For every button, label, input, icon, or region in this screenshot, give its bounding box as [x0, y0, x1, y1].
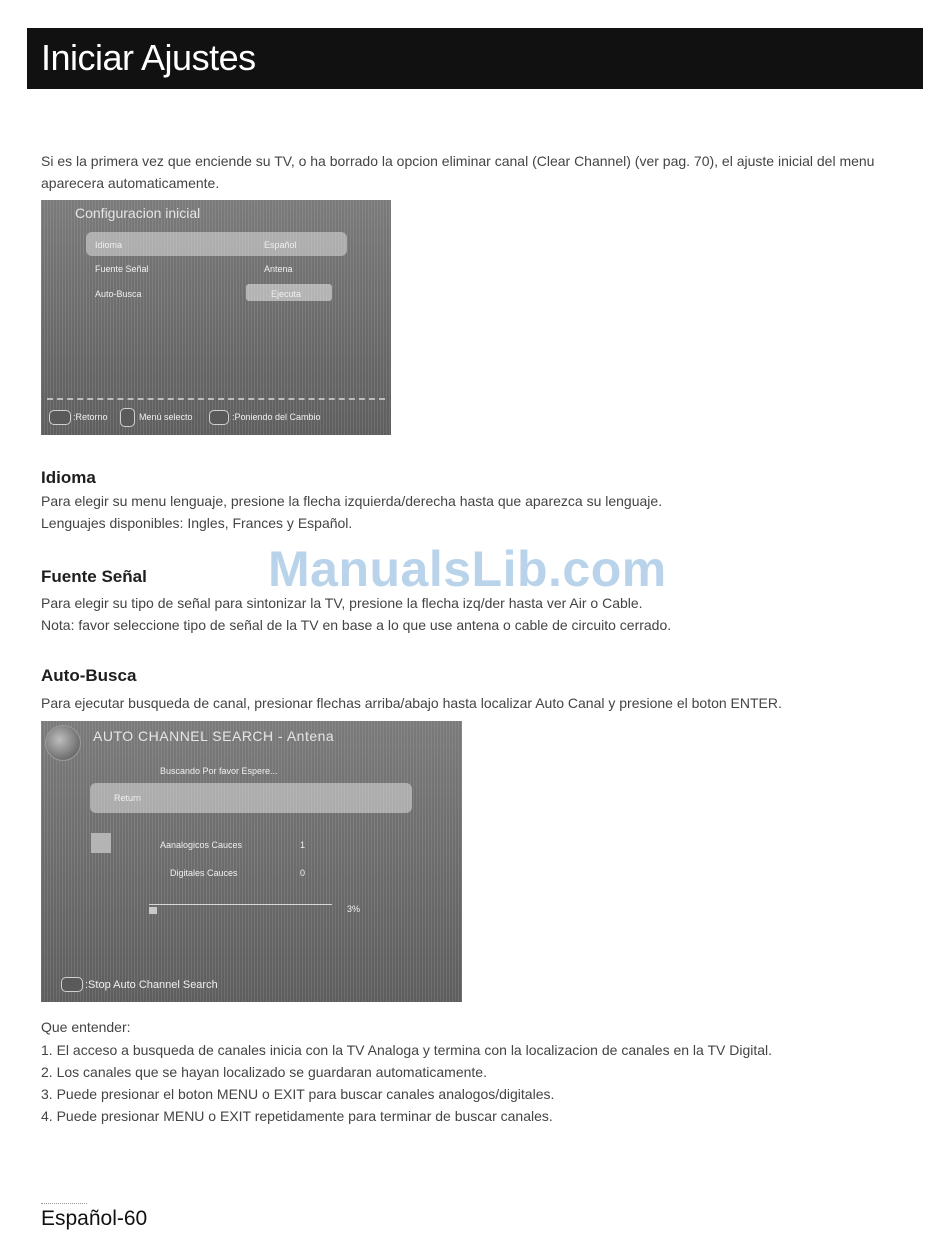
que-entender-heading: Que entender: — [41, 1019, 131, 1035]
section-auto-line-1: Para ejecutar busqueda de canal, presionar flechas arriba/abajo hasta localizar Auto Canal y presione el boton ENTER. — [41, 695, 782, 711]
setup-screen-title: Configuracion inicial — [75, 205, 201, 221]
section-fuente-title: Fuente Señal — [41, 567, 147, 586]
section-fuente-line-2: Nota: favor seleccione tipo de señal de la TV en base a lo que use antena o cable de circuito cerrado. — [41, 617, 672, 633]
stop-search-label: :Stop Auto Channel Search — [85, 979, 218, 991]
setup-row-fuente-label: Fuente Señal — [95, 264, 149, 274]
list-item: 3. Puede presionar el boton MENU o EXIT para buscar canales analogos/digitales. — [41, 1086, 555, 1102]
search-status-text: Buscando Por favor Espere... — [160, 766, 278, 776]
list-item: 2. Los canales que se hayan localizado se guardaran automaticamente. — [41, 1064, 487, 1080]
digital-channels-label: Digitales Cauces — [170, 868, 238, 878]
tv-square-icon — [91, 833, 111, 853]
watermark: ManualsLib.com — [268, 541, 667, 597]
auto-channel-search-screenshot — [41, 721, 462, 1002]
section-auto-title: Auto-Busca — [41, 666, 137, 685]
setup-return-label: :Retorno — [73, 412, 108, 422]
digital-channels-count: 0 — [300, 868, 306, 878]
section-idioma-line-1: Para elegir su menu lenguaje, presione la flecha izquierda/derecha hasta que aparezca su lenguaje. — [41, 493, 663, 509]
setup-row-idioma-label: Idioma — [95, 240, 123, 250]
initial-setup-screenshot — [41, 200, 391, 435]
progress-fill — [149, 907, 157, 914]
globe-icon — [45, 725, 81, 761]
return-label: Return — [114, 793, 142, 803]
setup-row-fuente-value: Antena — [264, 264, 293, 274]
progress-track — [149, 904, 332, 905]
list-item: 1. El acceso a busqueda de canales inicia con la TV Analoga y termina con la localizacion de canales en la TV Digital. — [41, 1042, 773, 1058]
leftright-key-icon — [209, 410, 229, 425]
page-number: Español-60 — [41, 1207, 148, 1230]
page-title: Iniciar Ajustes — [41, 37, 256, 78]
setup-change-label: :Poniendo del Cambio — [232, 412, 321, 422]
analog-channels-count: 1 — [300, 840, 306, 850]
analog-channels-label: Aanalogicos Cauces — [160, 840, 243, 850]
title-bar — [27, 28, 923, 89]
setup-row-highlight — [86, 232, 347, 256]
section-fuente-line-1: Para elegir su tipo de señal para sintonizar la TV, presione la flecha izq/der hasta ver Air o Cable. — [41, 595, 643, 611]
section-idioma-title: Idioma — [41, 468, 96, 487]
updown-key-icon — [120, 408, 135, 427]
menu-key-icon — [49, 410, 71, 425]
footer-rule — [41, 1203, 87, 1204]
list-item: 4. Puede presionar MENU o EXIT repetidamente para terminar de buscar canales. — [41, 1108, 553, 1124]
section-idioma-line-2: Lenguajes disponibles: Ingles, Frances y Español. — [41, 515, 353, 531]
setup-select-label: Menú selecto — [139, 412, 193, 422]
setup-divider — [47, 398, 385, 400]
intro-paragraph: Si es la primera vez que enciende su TV, o ha borrado la opcion eliminar canal (Clear Channel) (ver pag. 70), el ajuste inicial del menu aparecera automaticamente. — [41, 153, 875, 191]
search-screen-title: AUTO CHANNEL SEARCH - Antena — [93, 728, 335, 744]
setup-row-idioma-value: Español — [264, 240, 297, 250]
setup-row-auto-label: Auto-Busca — [95, 289, 142, 299]
steps-list — [41, 1039, 772, 1127]
exit-key-icon — [61, 977, 83, 992]
setup-row-auto-value: Ejecuta — [271, 289, 302, 299]
progress-percent: 3% — [347, 904, 361, 914]
